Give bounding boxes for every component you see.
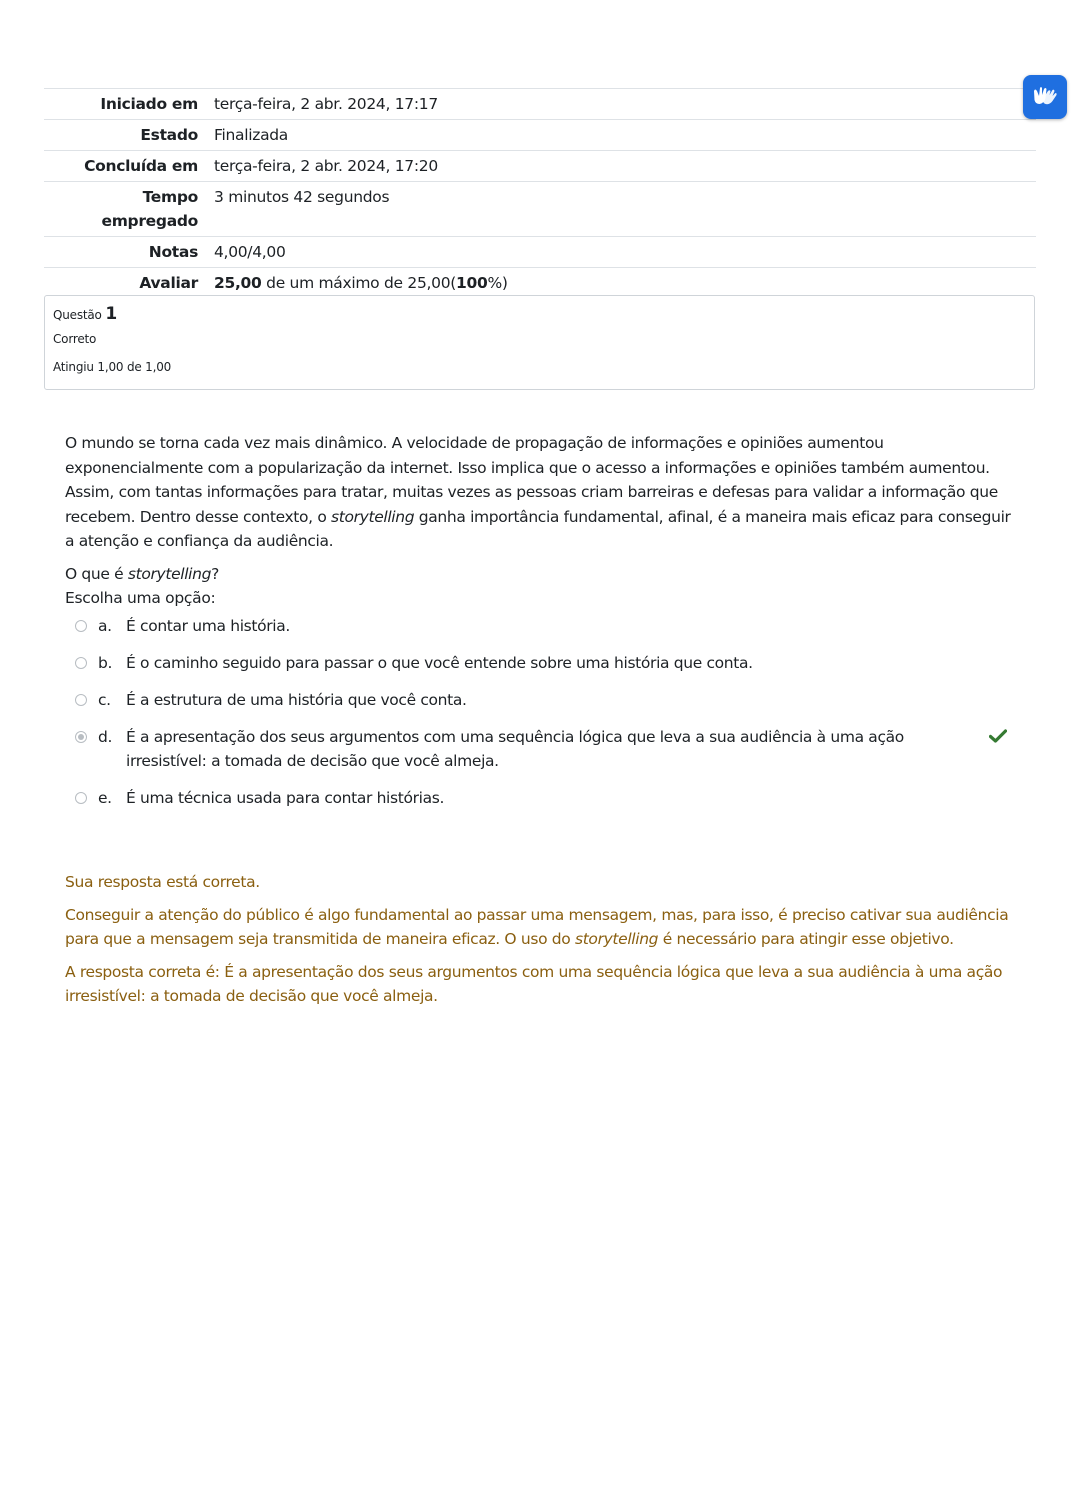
text-span: O que é [65, 564, 128, 583]
radio-option-a[interactable] [75, 620, 87, 632]
option-letter: a. [98, 617, 112, 635]
grade-suffix: %) [487, 274, 508, 292]
grade-score: 25,00 [214, 274, 262, 292]
answer-options [73, 614, 1013, 823]
option-text: É o caminho seguido para passar o que você entende sobre uma história que conta. [126, 654, 753, 672]
summary-value: terça-feira, 2 abr. 2024, 17:17 [214, 89, 1036, 120]
text-emphasis: storytelling [574, 930, 659, 948]
option-a[interactable] [73, 614, 1013, 638]
text-span: Conseguir a atenção do público é algo fundamental ao passar uma mensagem, mas, para isso, é preciso cativar sua audiência para que a mensagem seja transmitida de maneira eficaz. O uso do [65, 905, 1009, 948]
libras-accessibility-button[interactable] [1023, 75, 1067, 119]
question-paragraph [65, 431, 1011, 554]
option-text: É a estrutura de uma história que você conta. [126, 691, 467, 709]
question-paragraph [65, 562, 1011, 587]
summary-row-grade [44, 268, 1036, 299]
option-b[interactable] [73, 651, 1013, 675]
text-span: ganha importância fundamental, afinal, é a maneira mais eficaz para conseguir a atenção e confiança da audiência. [65, 507, 1011, 550]
summary-row-marks [44, 237, 1036, 268]
question-mark: Atingiu 1,00 de 1,00 [53, 360, 172, 374]
question-info-box [44, 295, 1035, 390]
summary-label: Tempo empregado [44, 182, 214, 237]
text-span: O mundo se torna cada vez mais dinâmico. A velocidade de propagação de informações e opiniões aumentou exponencialmente com a popularização da internet. Isso implica que o acesso a informações e opiniões também aumentou. Assim, com tantas informações para tratar, muitas vezes as pessoas criam barreiras e defesas para validar a informação que recebem. Dentro desse contexto, o [65, 434, 998, 526]
radio-option-b[interactable] [75, 657, 87, 669]
option-d[interactable] [73, 725, 1013, 773]
text-emphasis: storytelling [127, 564, 212, 583]
option-letter: b. [98, 654, 113, 672]
summary-label: Iniciado em [44, 89, 214, 120]
text-span: ? [211, 564, 219, 583]
radio-option-e[interactable] [75, 792, 87, 804]
summary-value: Finalizada [214, 120, 1036, 151]
summary-row-completed [44, 151, 1036, 182]
text-span: é necessário para atingir esse objetivo. [658, 930, 954, 948]
text-emphasis: storytelling [331, 507, 415, 526]
question-text [65, 431, 1011, 594]
feedback-general [65, 903, 1011, 952]
option-text: É uma técnica usada para contar histórias. [126, 789, 445, 807]
answer-prompt: Escolha uma opção: [65, 589, 216, 607]
option-c[interactable] [73, 688, 1013, 712]
feedback-right-answer: A resposta correta é: É a apresentação dos seus argumentos com uma sequência lógica que leva a sua audiência à uma ação irresistível: a tomada de decisão que você almeja. [65, 962, 1003, 1005]
summary-row-started [44, 89, 1036, 120]
summary-label: Notas [44, 237, 214, 268]
option-text: É a apresentação dos seus argumentos com uma sequência lógica que leva a sua audiência à uma ação irresistível: a tomada de decisão que você almeja. [126, 728, 904, 770]
radio-option-d-selected[interactable] [75, 731, 87, 743]
grade-value [214, 268, 1036, 299]
option-e[interactable] [73, 786, 1013, 810]
summary-row-state [44, 120, 1036, 151]
summary-label: Estado [44, 120, 214, 151]
summary-value: terça-feira, 2 abr. 2024, 17:20 [214, 151, 1036, 182]
radio-option-c[interactable] [75, 694, 87, 706]
grade-percent: 100 [456, 274, 488, 292]
question-prefix: Questão [53, 308, 102, 322]
summary-row-time-taken [44, 182, 1036, 237]
option-letter: e. [98, 789, 112, 807]
feedback-area [65, 870, 1011, 1017]
summary-label: Concluída em [44, 151, 214, 182]
summary-value: 4,00/4,00 [214, 237, 1036, 268]
option-text: É contar uma história. [126, 617, 290, 635]
summary-label: Avaliar [44, 268, 214, 299]
attempt-summary-table [44, 88, 1036, 299]
feedback-status: Sua resposta está correta. [65, 873, 260, 891]
question-status: Correto [53, 332, 97, 346]
hands-sign-language-icon [1030, 82, 1060, 112]
grade-middle: de um máximo de 25,00( [261, 274, 457, 292]
option-letter: d. [98, 728, 113, 746]
question-number [53, 304, 1026, 325]
summary-value: 3 minutos 42 segundos [214, 182, 1036, 237]
option-letter: c. [98, 691, 111, 709]
question-number-value: 1 [105, 304, 117, 324]
correct-check-icon [989, 727, 1007, 751]
